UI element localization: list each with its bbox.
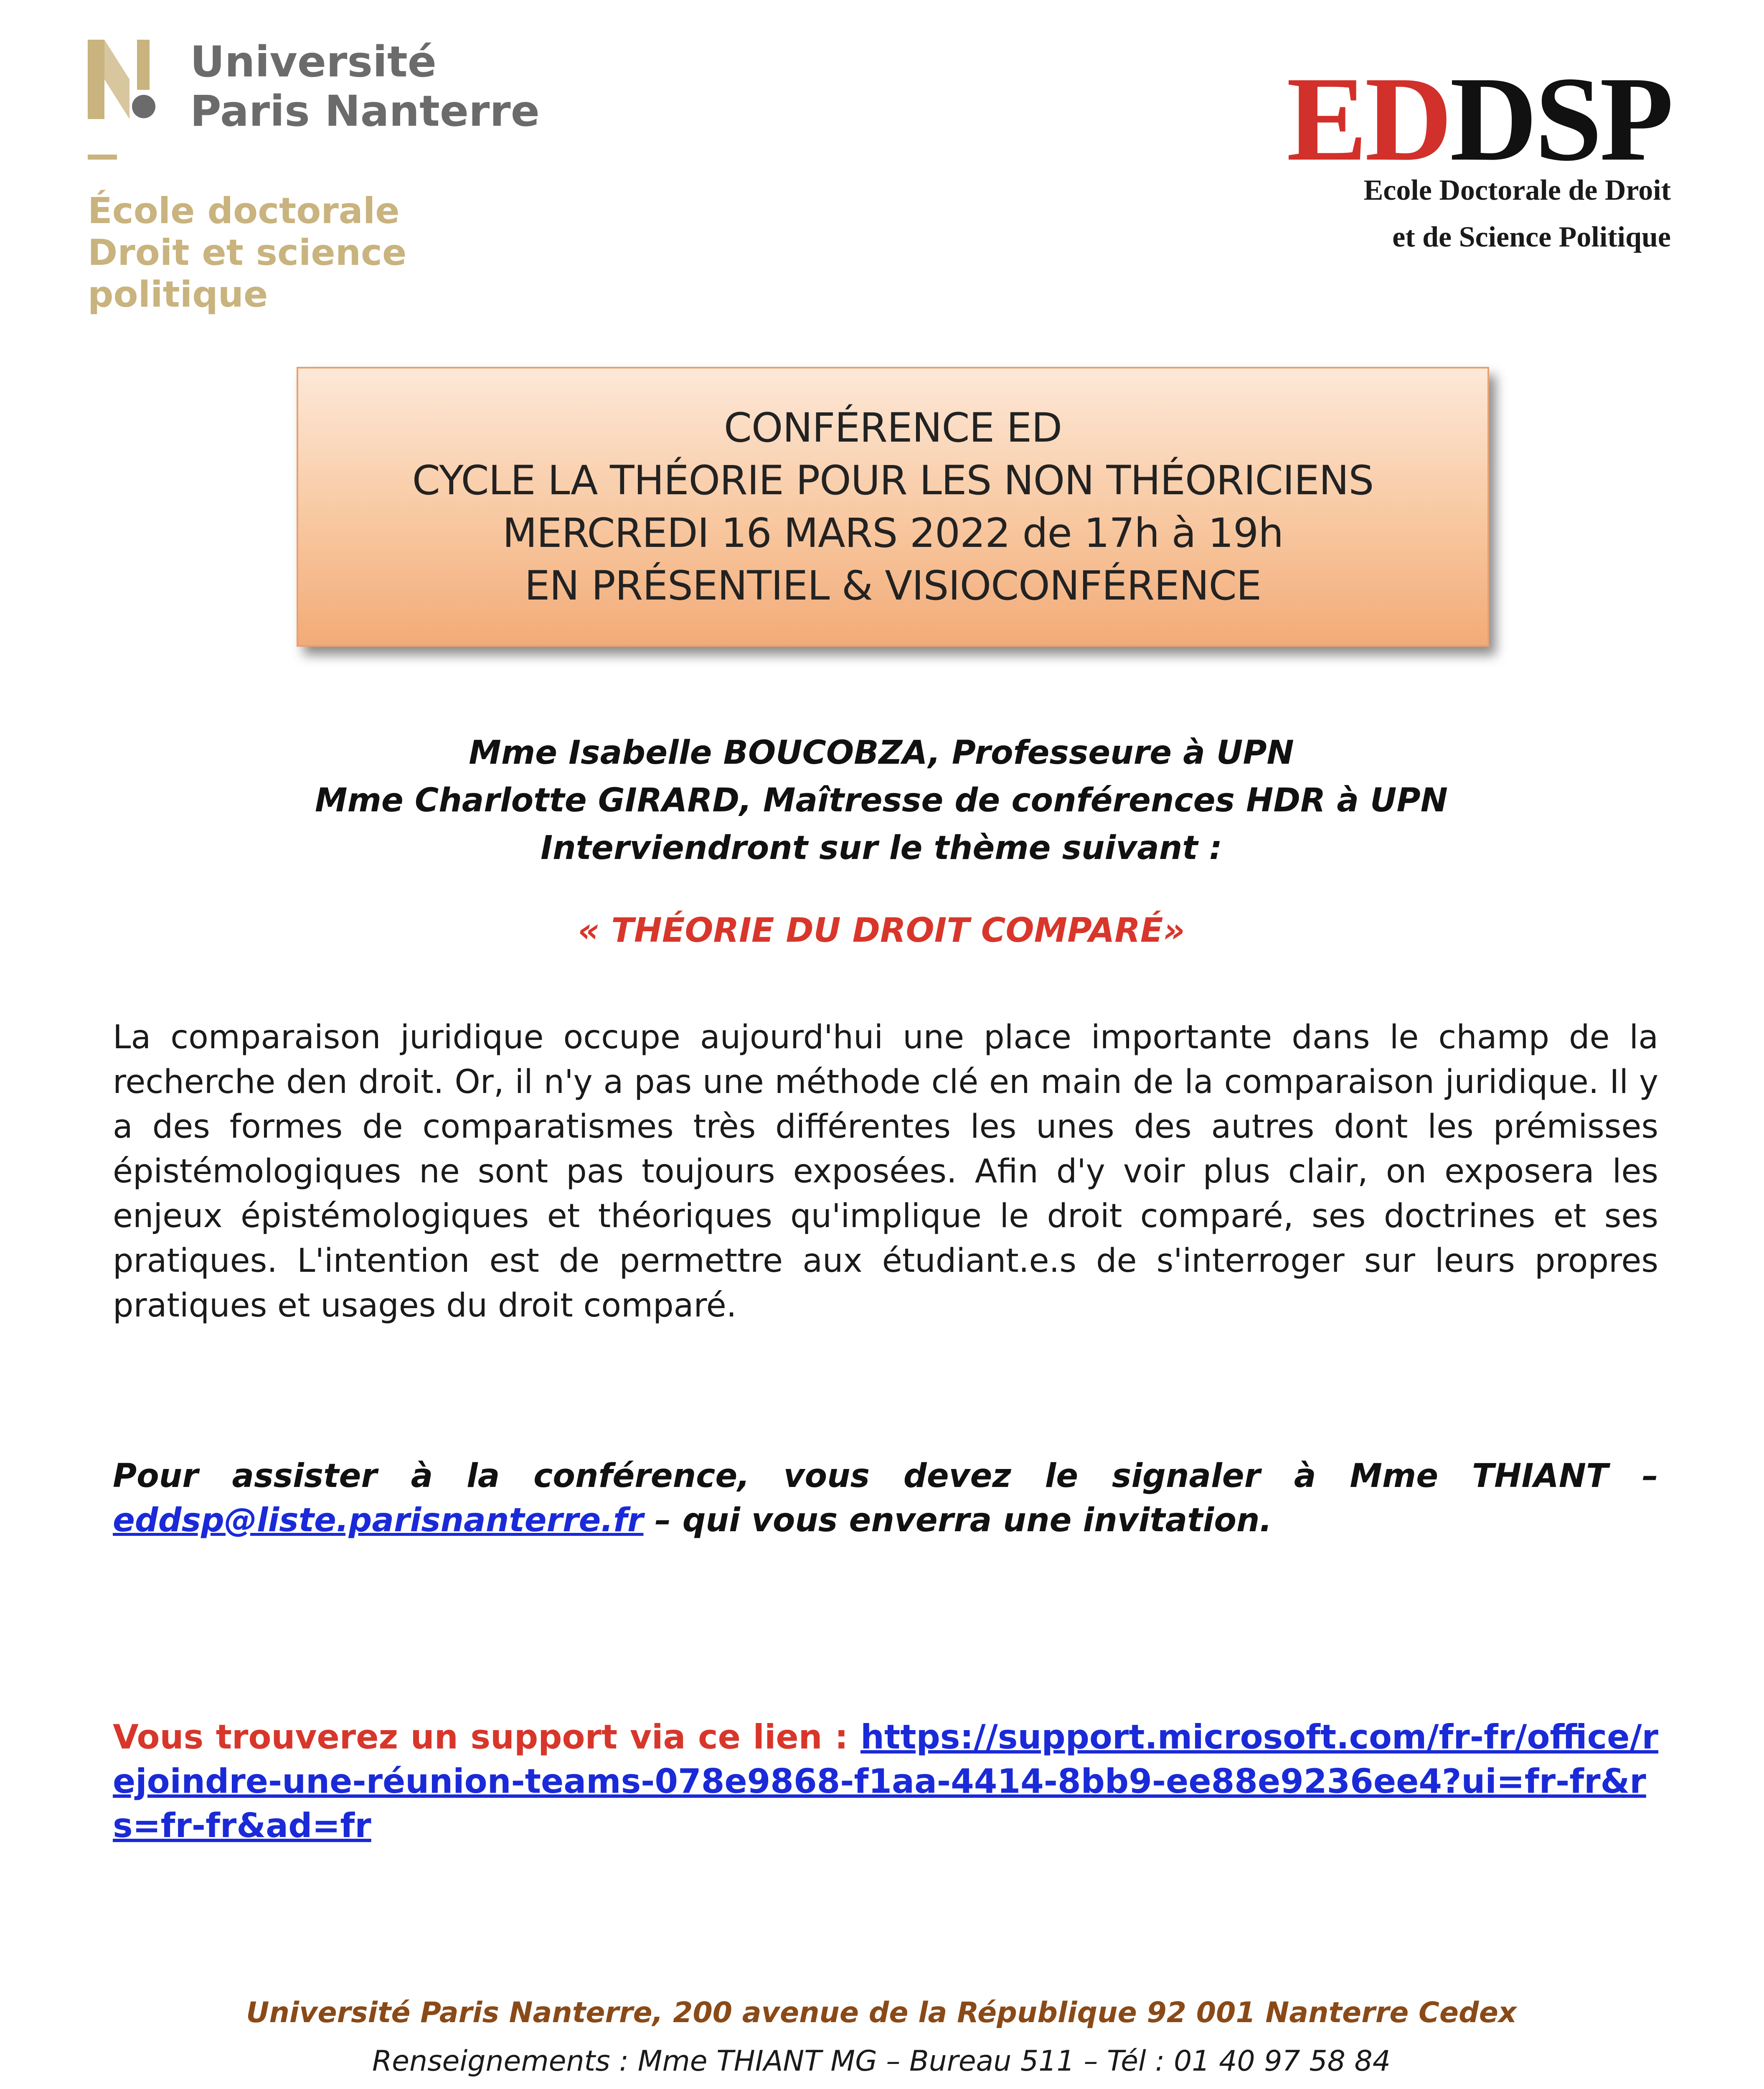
speaker-1: Mme Isabelle BOUCOBZA, Professeure à UPN: [469, 734, 1294, 772]
header-title: CONFÉRENCE ED: [723, 404, 1062, 451]
support-paragraph: [113, 1715, 1658, 1848]
speakers-intro: Interviendront sur le thème suivant :: [541, 829, 1222, 867]
footer-links: [125, 2086, 1637, 2089]
eddsp-subtitle-line1: Ecole Doctorale de Droit: [1363, 174, 1671, 206]
speakers-block: [125, 729, 1637, 872]
university-name-line1: Université: [190, 37, 437, 87]
eddsp-letter-d1: D: [1365, 52, 1450, 186]
doctoral-school-name: [88, 190, 568, 315]
eddsp-subtitle-line2: et de Science Politique: [1392, 221, 1671, 253]
eddsp-letter-e: E: [1287, 52, 1365, 186]
eddsp-logo: [1270, 52, 1671, 253]
support-url-link[interactable]: https://support.microsoft.com/fr-fr/office/rejoindre-une-réunion-teams-078e9868-f1aa-4414-8bb9-ee88e9236ee4?ui=fr-fr&rs=fr-fr&ad=fr: [113, 1718, 1658, 1845]
attendance-text: Pour assister à la conférence, vous devez le signaler à Mme THIANT –: [113, 1457, 1658, 1495]
eddsp-letter-p: P: [1599, 52, 1671, 186]
university-name: [190, 38, 540, 136]
logo-divider: [88, 155, 117, 160]
attendance-paragraph: [113, 1454, 1658, 1543]
eddsp-letter-d2: D: [1449, 52, 1535, 186]
footer-address: Université Paris Nanterre, 200 avenue de la République 92 001 Nanterre Cedex: [246, 1996, 1517, 2029]
upn-logo-mark-icon: [88, 40, 163, 119]
attendance-email-link[interactable]: eddsp@liste.parisnanterre.fr: [113, 1502, 644, 1539]
header-cycle: CYCLE LA THÉORIE POUR LES NON THÉORICIENS: [412, 457, 1374, 504]
university-logo: [88, 37, 568, 315]
doctoral-school-line1: École doctorale: [88, 190, 400, 232]
header-date: MERCREDI 16 MARS 2022 de 17h à 19h: [502, 510, 1284, 557]
footer: [125, 1989, 1637, 2089]
eddsp-wordmark: [1287, 52, 1671, 186]
theme-title: « THÉORIE DU DROIT COMPARÉ»: [578, 911, 1185, 950]
university-name-line2: Paris Nanterre: [190, 86, 540, 136]
speaker-2: Mme Charlotte GIRARD, Maîtresse de conférences HDR à UPN: [315, 782, 1448, 819]
abstract-paragraph: La comparaison juridique occupe aujourd'hui une place importante dans le champ de la recherche den droit. Or, il n'y a pas une méthode clé en main de la comparaison juridique. Il y a des formes de comparatismes très différentes les unes des autres dont les prémisses épistémologiques ne sont pas toujours exposées. Afin d'y voir plus clair, on exposera les enjeux épistémologiques et théoriques qu'implique le droit comparé, ses doctrines et ses pratiques. L'intention est de permettre aux étudiant.e.s de s'interroger sur leurs propres pratiques et usages du droit comparé.: [113, 1019, 1658, 1324]
header-format: EN PRÉSENTIEL & VISIOCONFÉRENCE: [524, 562, 1261, 609]
support-text: Vous trouverez un support via ce lien :: [113, 1718, 861, 1756]
footer-contact-info: Renseignements : Mme THIANT MG – Bureau 511 – Tél : 01 40 97 58 84: [372, 2045, 1391, 2078]
eddsp-letter-s: S: [1535, 52, 1600, 186]
attendance-text-after: – qui vous enverra une invitation.: [643, 1502, 1272, 1539]
conference-header-box: [297, 367, 1489, 647]
doctoral-school-line2: Droit et science politique: [88, 232, 407, 315]
eddsp-subtitle: [1270, 167, 1671, 261]
